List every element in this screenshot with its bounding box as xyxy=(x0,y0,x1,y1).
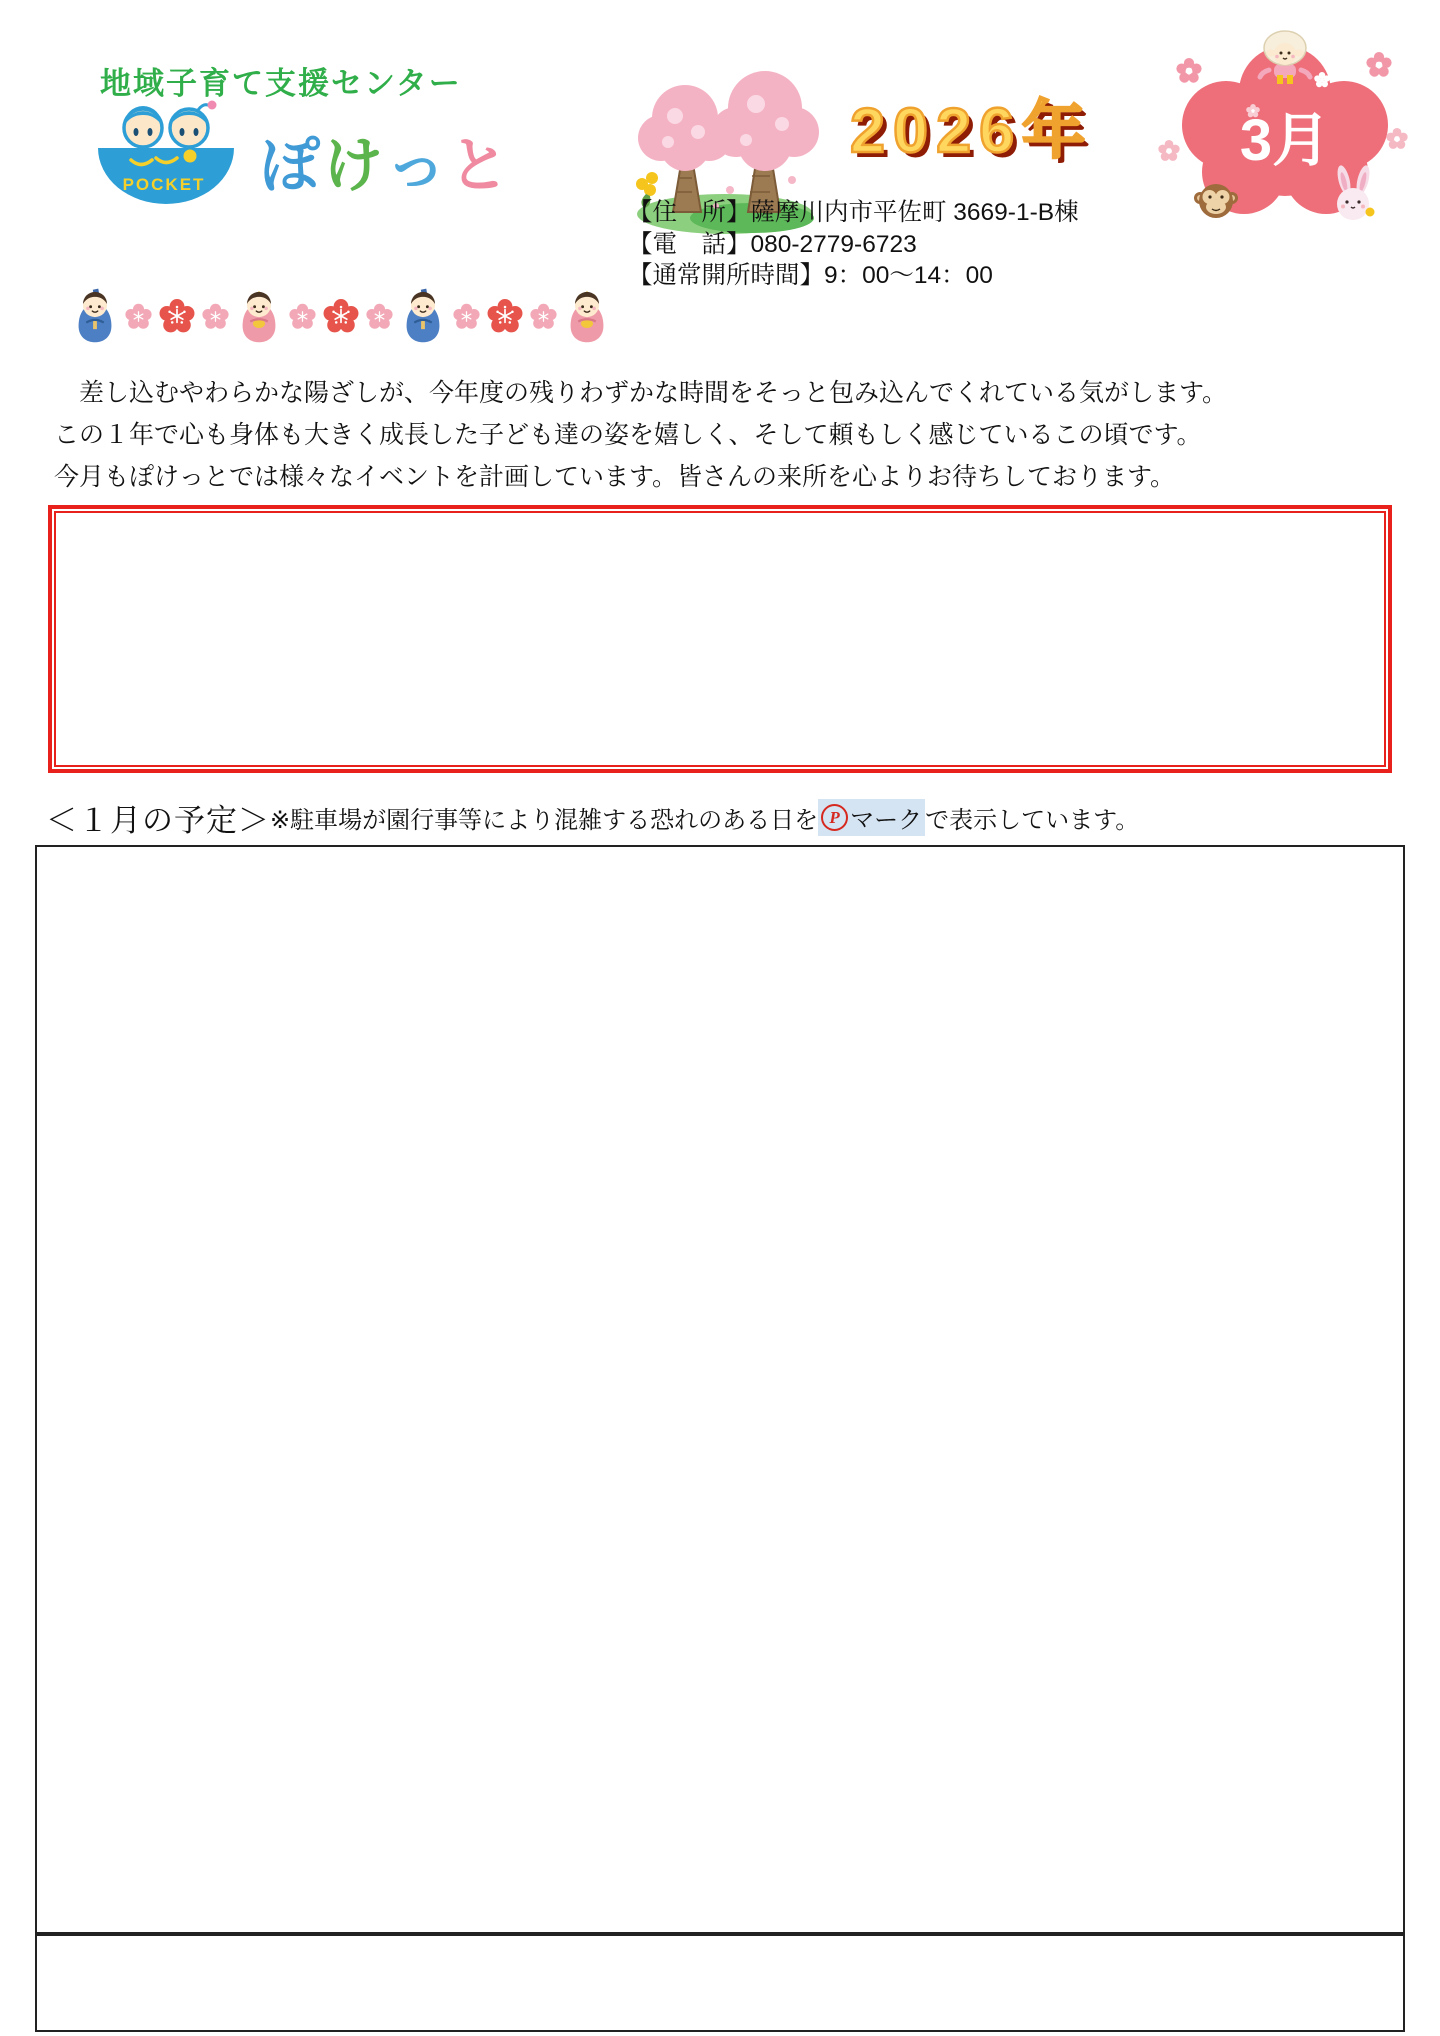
hours-line xyxy=(628,260,1079,292)
schedule-heading xyxy=(46,795,1139,840)
month-badge xyxy=(1138,20,1433,220)
hinaboy-icon xyxy=(72,288,118,344)
center-name: 地域子育て支援センター xyxy=(100,66,462,101)
notice-box-inner xyxy=(54,511,1386,767)
p-mark-chip xyxy=(818,799,925,836)
logo-char: と xyxy=(449,132,512,199)
hinaboy-icon xyxy=(400,288,446,344)
pocket-logo-label: POCKET xyxy=(122,175,206,194)
plum-red-icon xyxy=(323,298,359,334)
notice-box xyxy=(48,505,1392,773)
legend-box xyxy=(35,1934,1405,2032)
calendar-grid xyxy=(35,845,1405,1934)
plum-pink-icon xyxy=(202,303,229,330)
address-line xyxy=(628,197,1079,229)
schedule-note-before: ※駐車場が園行事等により混雑する恐れのある日を xyxy=(270,807,819,834)
schedule-note-mark: マーク xyxy=(850,807,923,834)
intro-text xyxy=(54,372,1394,498)
hina-border xyxy=(72,288,610,344)
schedule-title: ＜１月の予定＞ xyxy=(46,803,270,838)
plum-pink-icon xyxy=(289,303,316,330)
pocket-logo xyxy=(86,98,512,210)
schedule-note-after: で表示しています。 xyxy=(925,807,1140,834)
address-label: 【住 所】 xyxy=(628,199,751,226)
address-value: 薩摩川内市平佐町 3669-1-B棟 xyxy=(750,199,1079,226)
plum-pink-icon xyxy=(453,303,480,330)
plum-red-icon xyxy=(159,298,195,334)
intro-line: この１年で心も身体も大きく成長した子ども達の姿を嬉しく、そして頼もしく感じているこの頃です。 xyxy=(54,421,1202,449)
phone-line xyxy=(628,229,1079,261)
p-mark-icon: P xyxy=(821,804,848,831)
plum-pink-icon xyxy=(366,303,393,330)
plum-pink-icon xyxy=(125,303,152,330)
pocket-bowl-icon xyxy=(86,98,246,210)
schedule-note xyxy=(270,799,1139,836)
intro-line: 差し込むやわらかな陽ざしが、今年度の残りわずかな時間をそっと包み込んでくれている気がします。 xyxy=(54,379,1228,407)
hinagirl-icon xyxy=(564,288,610,344)
plum-pink-icon xyxy=(530,303,557,330)
contact-info xyxy=(628,197,1079,292)
plum-red-icon xyxy=(487,298,523,334)
year-text: 2026年 xyxy=(850,96,1094,166)
month-badge-label: 3月 xyxy=(1239,108,1331,173)
intro-line: 今月もぽけっとでは様々なイベントを計画しています。皆さんの来所を心よりお待ちしております。 xyxy=(54,463,1176,491)
hours-label: 【通常開所時間】 xyxy=(628,262,824,289)
logo-char: ぽ xyxy=(260,132,323,199)
logo-char: っ xyxy=(386,132,449,199)
hinagirl-icon xyxy=(236,288,282,344)
hours-value: 9：00～14：00 xyxy=(824,262,993,289)
phone-label: 【電 話】 xyxy=(628,230,751,258)
logo-char: け xyxy=(323,132,386,199)
phone-value: 080-2779-6723 xyxy=(750,230,917,258)
logo-text xyxy=(260,118,512,204)
